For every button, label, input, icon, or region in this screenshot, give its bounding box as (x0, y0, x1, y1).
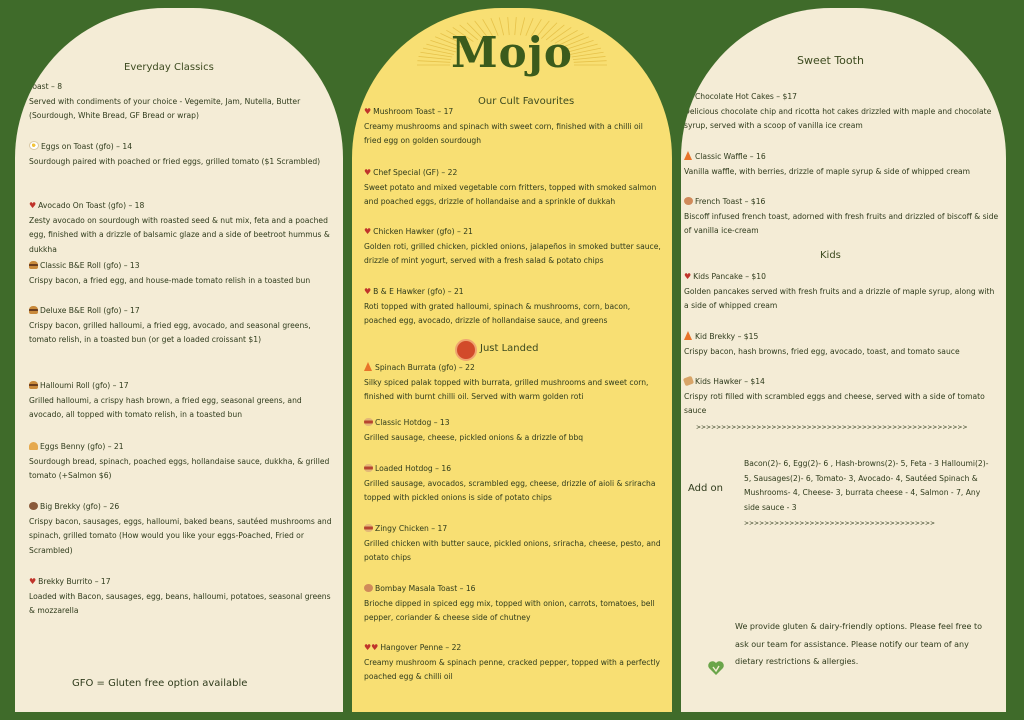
menu-item-description: Grilled chicken with butter sauce, pickled onions, sriracha, cheese, pesto, and potato chips (364, 538, 661, 562)
menu-item-name (364, 582, 662, 597)
menu-item-title: Kids Hawker – $14 (695, 377, 765, 386)
menu-item (684, 90, 999, 134)
menu-item-description: Crispy bacon, sausages, eggs, halloumi, baked beans, sautéed mushrooms and spinach, grilled tomato (How would you like your eggs-Poached, Fried or Scrambled) (29, 516, 332, 555)
menu-item (29, 575, 334, 619)
hotdog-icon (364, 418, 373, 426)
hotdog-icon (364, 524, 373, 532)
dietary-notice: We provide gluten & dairy-friendly options. Please feel free to ask our team for assistance. Please notify our team of any dietary restrictions & allergies. (735, 622, 983, 666)
section-title-sweet-tooth: Sweet Tooth (797, 54, 864, 67)
leaf-heart-icon (706, 658, 726, 678)
menu-item (364, 285, 662, 329)
menu-item (364, 522, 662, 566)
menu-item-name (364, 641, 662, 656)
hotdog-icon (364, 464, 373, 472)
menu-item-title: Eggs on Toast (gfo) – 14 (41, 142, 133, 151)
menu-item-description: Crispy bacon, a fried egg, and house-made tomato relish in a toasted bun (29, 275, 311, 285)
menu-item-name (364, 225, 662, 240)
menu-item-name (364, 166, 662, 181)
fire-icon (684, 331, 692, 340)
menu-item-title: Toast – 8 (29, 82, 63, 91)
menu-item-description: Silky spiced palak topped with burrata, grilled mushrooms and sweet corn, finished with burnt chilli oil. Served with warm golden roti (364, 377, 649, 401)
menu-item (364, 166, 662, 210)
coffee-icon (29, 502, 38, 510)
menu-item-name (364, 105, 662, 120)
menu-item (29, 140, 334, 169)
heart-icon: ♥ (364, 287, 372, 296)
menu-item-description: Grilled sausage, avocados, scrambled egg, cheese, drizzle of aioli & sriracha topped with pickled onions is side of potato chips (364, 478, 656, 502)
menu-item-description: Sourdough bread, spinach, poached eggs, hollandaise sauce, dukkha, & grilled tomato (+Salmon $6) (29, 456, 330, 480)
menu-item-name (364, 522, 662, 537)
menu-item-title: Hangover Penne – 22 (380, 643, 462, 652)
menu-item-title: French Toast – $16 (695, 197, 766, 206)
menu-item-description: Vanilla waffle, with berries, drizzle of maple syrup & side of whipped cream (684, 166, 971, 176)
menu-item-title: Zingy Chicken – 17 (375, 524, 448, 533)
menu-item (29, 259, 334, 288)
mojo-logo (352, 20, 672, 77)
menu-item-description: Biscoff infused french toast, adorned with fresh fruits and drizzled of biscoff & side of vanilla ice-cream (684, 211, 999, 235)
burger-icon (29, 306, 38, 314)
menu-item-name (364, 361, 662, 376)
menu-item-name (684, 90, 999, 105)
menu-item-title: Chicken Hawker (gfo) – 21 (373, 227, 473, 236)
menu-item-description: Sourdough paired with poached or fried eggs, grilled tomato ($1 Scrambled) (29, 156, 321, 166)
logo-text: Mojo (451, 28, 573, 77)
kids-divider: >>>>>>>>>>>>>>>>>>>>>>>>>>>>>>>>>>>>>>>>>>>>>>>>>>>>>> (696, 424, 968, 431)
menu-item-title: Kids Pancake – $10 (693, 272, 766, 281)
addon-list: Bacon(2)- 6, Egg(2)- 6 , Hash-browns(2)- 5, Feta - 3 Halloumi(2)- 5, Sausages(2)- 6, Tomato- 3, Avocado- 4, Sautéed Spinach & Mushrooms- 4, Cheese- 3, burrata cheese - 4, Salmon - 7, Any side sauce - 3 (744, 459, 989, 512)
menu-item-title: Loaded Hotdog – 16 (375, 464, 452, 473)
menu-item (29, 379, 334, 423)
double-heart-icon: ♥♥ (364, 643, 379, 652)
menu-item-name (29, 199, 334, 214)
menu-item-title: Classic B&E Roll (gfo) – 13 (40, 261, 140, 270)
menu-item-name (684, 330, 999, 345)
menu-item-title: Classic Hotdog – 13 (375, 418, 450, 427)
menu-item (684, 330, 999, 359)
section-title-cult-favourites: Our Cult Favourites (478, 96, 575, 107)
menu-item-description: Roti topped with grated halloumi, spinach & mushrooms, corn, bacon, poached egg, avocado, drizzle of hollandaise sauce, and greens (364, 301, 631, 325)
menu-item-description: Grilled halloumi, a crispy hash brown, a fried egg, seasonal greens, and avocado, all topped with tomato relish, in a toasted bun (29, 395, 302, 419)
menu-item-description: Delicious chocolate chip and ricotta hot cakes drizzled with maple and chocolate syrup, served with a scoop of vanilla ice cream (684, 106, 992, 130)
menu-item (29, 199, 334, 257)
menu-item (29, 80, 334, 124)
fire-icon (684, 91, 692, 100)
menu-item-description: Creamy mushroom & spinach penne, cracked pepper, topped with a perfectly poached egg & chilli oil (364, 657, 661, 681)
menu-item-title: Chef Special (GF) – 22 (373, 168, 458, 177)
menu-item-description: Zesty avocado on sourdough with roasted seed & nut mix, feta and a poached egg, finished with a drizzle of balsamic glaze and a side of beetroot hummus & dukkha (29, 215, 330, 254)
menu-item (364, 416, 662, 445)
menu-item-name (29, 440, 334, 455)
menu-item-title: B & E Hawker (gfo) – 21 (373, 287, 464, 296)
menu-item-title: Deluxe B&E Roll (gfo) – 17 (40, 306, 140, 315)
menu-item-name (29, 379, 334, 394)
menu-item-name (29, 575, 334, 590)
burger-icon (29, 261, 38, 269)
heart-icon: ♥ (684, 272, 692, 281)
menu-item (364, 462, 662, 506)
menu-item-name (364, 285, 662, 300)
heart-icon: ♥ (29, 201, 37, 210)
egg-icon (29, 141, 39, 150)
menu-item-title: Classic Waffle – 16 (695, 152, 766, 161)
menu-item-description: Golden roti, grilled chicken, pickled onions, jalapeños in smoked butter sauce, drizzle of mint yogurt, served with a fresh salad & potato chips (364, 241, 661, 265)
menu-item-name (684, 150, 999, 165)
heart-icon: ♥ (29, 577, 37, 586)
new-stamp-icon (455, 339, 477, 361)
section-title-just-landed: Just Landed (480, 343, 539, 354)
menu-item (684, 195, 999, 239)
menu-item-name (29, 500, 334, 515)
menu-item-description: Golden pancakes served with fresh fruits and a drizzle of maple syrup, along with a side of whipped cream (684, 286, 995, 310)
section-title-kids: Kids (820, 250, 841, 261)
menu-item (684, 150, 999, 179)
menu-item (684, 270, 999, 314)
menu-item-title: Eggs Benny (gfo) – 21 (40, 442, 124, 451)
menu-item-name (684, 270, 999, 285)
menu-item-description: Brioche dipped in spiced egg mix, topped with onion, carrots, tomatoes, bell pepper, coriander & cheese side of chutney (364, 598, 655, 622)
menu-item (684, 375, 999, 419)
menu-item-title: Spinach Burrata (gfo) – 22 (375, 363, 475, 372)
menu-item-title: Avocado On Toast (gfo) – 18 (38, 201, 145, 210)
fire-icon (364, 362, 372, 371)
menu-item-name (364, 416, 662, 431)
menu-item (364, 225, 662, 269)
menu-item (364, 105, 662, 149)
menu-item (29, 304, 334, 348)
menu-item-description: Creamy mushrooms and spinach with sweet corn, finished with a chilli oil fried egg on golden sourdough (364, 121, 643, 145)
menu-item (29, 500, 334, 558)
section-title-everyday-classics: Everyday Classics (124, 62, 214, 73)
menu-item-description: Served with condiments of your choice - Vegemite, Jam, Nutella, Butter (Sourdough, White Bread, GF Bread or wrap) (29, 96, 301, 120)
dough-icon (364, 584, 373, 592)
heart-icon: ♥ (364, 107, 372, 116)
addon-divider: >>>>>>>>>>>>>>>>>>>>>>>>>>>>>>>>>>>>>> (744, 520, 936, 527)
menu-item-title: Halloumi Roll (gfo) – 17 (40, 381, 129, 390)
menu-item-description: Crispy roti filled with scrambled eggs and cheese, served with a side of tomato sauce (684, 391, 985, 415)
taco-icon (29, 442, 38, 450)
menu-item-title: Brekky Burrito – 17 (38, 577, 111, 586)
menu-item-name (29, 259, 334, 274)
heart-icon: ♥ (364, 168, 372, 177)
addon-label: Add on (688, 483, 723, 494)
heart-icon: ♥ (364, 227, 372, 236)
burger-icon (29, 381, 38, 389)
menu-item-description: Loaded with Bacon, sausages, egg, beans, halloumi, potatoes, seasonal greens & mozzarella (29, 591, 331, 615)
menu-item-name (684, 375, 999, 390)
menu-item-title: Kid Brekky – $15 (695, 332, 759, 341)
cult-favourites-panel (352, 8, 672, 712)
menu-item (364, 582, 662, 626)
menu-item-description: Grilled sausage, cheese, pickled onions & a drizzle of bbq (364, 432, 584, 442)
gfo-note: GFO = Gluten free option available (72, 678, 248, 689)
menu-item-name (364, 462, 662, 477)
sweet-tooth-panel (681, 8, 1006, 712)
menu-item-description: Sweet potato and mixed vegetable corn fritters, topped with smoked salmon and poached eggs, drizzle of hollandaise and a sprinkle of dukkah (364, 182, 657, 206)
menu-item-name (29, 80, 334, 95)
menu-item-title: Bombay Masala Toast – 16 (375, 584, 476, 593)
menu-item-title: Big Brekky (gfo) – 26 (40, 502, 120, 511)
wrap-icon (683, 376, 694, 387)
menu-item-description: Crispy bacon, grilled halloumi, a fried egg, avocado, and seasonal greens, tomato relish, in a toasted bun (or get a loaded croissant $1) (29, 320, 311, 344)
menu-item (29, 440, 334, 484)
menu-item-name (29, 304, 334, 319)
everyday-classics-panel (15, 8, 343, 712)
menu-item-name (29, 140, 334, 155)
menu-item (364, 641, 662, 685)
menu-item (364, 361, 662, 405)
menu-item-description: Crispy bacon, hash browns, fried egg, avocado, toast, and tomato sauce (684, 346, 960, 356)
dough-icon (684, 197, 693, 205)
fire-icon (684, 151, 692, 160)
menu-item-title: Chocolate Hot Cakes – $17 (695, 92, 797, 101)
menu-item-name (684, 195, 999, 210)
menu-item-title: Mushroom Toast – 17 (373, 107, 454, 116)
